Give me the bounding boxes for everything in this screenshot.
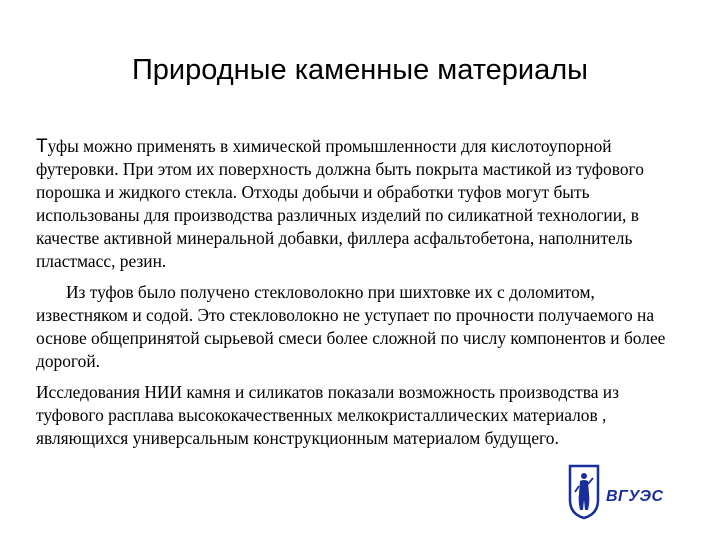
paragraph-3: Исследования НИИ камня и силикатов показали возможность производства из туфового расплава высококачественных мелкокристаллических материалов , являющихся универсальным конструкционным материалом будущего.	[36, 382, 619, 448]
university-logo	[566, 462, 676, 520]
university-logo-text: ВГУЭС	[606, 488, 664, 505]
university-emblem-icon	[566, 462, 602, 520]
paragraph-1	[36, 135, 684, 273]
slide-title: Природные каменные материалы	[131, 54, 589, 86]
paragraph-1-text: уфы можно применять в химической промышленности для кислотоупорной футеровки. При этом их поверхность должна быть покрыта мастикой из туфового порошка и жидкого стекла. Отходы добычи и обработки туфов могут быть использованы для производства различных изделий по силикатной технологии, в качестве активной минеральной добавки, филлера асфальтобетона, наполнитель пластмасс, резин.	[36, 136, 644, 271]
paragraph-2: Из туфов было получено стекловолокно при шихтовке их с доломитом, известняком и содой. Это стекловолокно не уступает по прочности получаемого на основе общепринятой сырьевой смеси более сложной по числу компонентов и более дорогой.	[36, 282, 666, 371]
paragraph-1-first-letter: Т	[36, 136, 48, 157]
slide-body	[36, 135, 684, 450]
